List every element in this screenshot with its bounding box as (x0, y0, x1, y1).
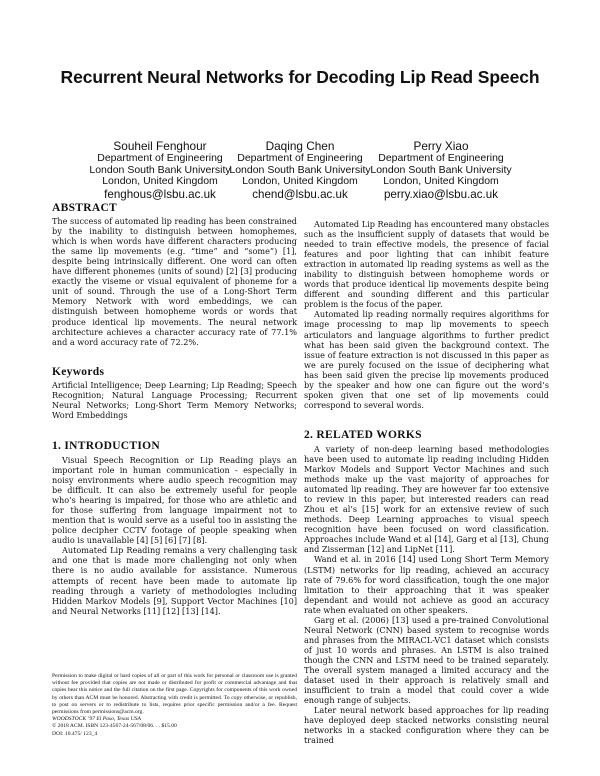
author-location: London, United Kingdom (383, 175, 499, 187)
abstract-heading: ABSTRACT (52, 202, 118, 214)
author-name: Souheil Fenghour (113, 139, 207, 153)
author-location: London, United Kingdom (102, 175, 218, 187)
author-location: London, United Kingdom (242, 175, 358, 187)
related-paragraph: Later neural network based approaches for lip reading have deployed deep stacked networks consisting neural networks in a stacked configuration where they can be trained (304, 705, 549, 746)
author-name: Daqing Chen (265, 139, 335, 153)
right-column (304, 219, 549, 745)
author-department: Department of Engineering (97, 152, 223, 164)
related-paragraph: Garg et al. (2006) [13] used a pre-trained Convolutional Neural Network (CNN) based system to recognise words and phrases from the MIRACL-VC1 dataset which consists of just 10 words and phrases. An LSTM is also trained though the CNN and LSTM need to be trained separately. The overall system managed a limited accuracy and the dataset used in their approach is relatively small and insufficient to train a model that could cover a wide enough range of subjects. (304, 614, 549, 706)
related-paragraph: A variety of non-deep learning based methodologies have been used to automate lip reading including Hidden Markov Models and Support Vector Machines and such methods make up the vast majority of approaches for automated lip reading. They are however far too extensive to review in this paper, but interested readers can read Zhou et al’s [15] work for an extensive review of such methods. Deep Learning approaches to visual speech recognition have been focused on word classification. Approaches include Wand et al [14], Garg et al [13], Chung and Zisserman [12] and LipNet [11]. (304, 443, 549, 555)
author-name: Perry Xiao (413, 139, 469, 153)
left-column (52, 203, 297, 616)
author-email: chend@lsbu.ac.uk (252, 187, 348, 201)
doi-info: DOI: 10.475/ 123_4 (52, 730, 98, 737)
author-university: London South Bank University (229, 163, 371, 176)
abstract-text: The success of automated lip reading has been constrained by the inability to distinguish between homophemes, which is when words have different characters producing the same lip movements (e.g. “time” and “some”) [1], despite being intrinsically different. One word can often have different phonemes (units of sound) [2] [3] producing exactly the viseme or visual equivalent of phoneme for a unit of sound. Through the use of a Long-Short Term Memory Network with word embeddings, we can distinguish between homopheme words or words that produce identical lip movements. The neural network architecture achieves a character accuracy rate of 77.1% and a word accuracy rate of 72.2%. (52, 216, 297, 347)
permission-text: Permission to make digital or hard copies of all or part of this work for personal or classroom use is granted without fee provided that copies are not made or distributed for profit or commercial advantage and that copies bear this notice and the full citation on the first page. Copyrights for components of this work owned by others than ACM must be honored. Abstracting with credit is permitted. To copy otherwise, or republish, to post on servers or to redistribute to lists, requires prior specific permission and/or a fee. Request permissions from permissions@acm.org. (52, 673, 297, 716)
author-university: London South Bank University (89, 163, 231, 176)
author-block-3 (356, 139, 526, 201)
body-paragraph: Automated Lip Reading has encountered many obstacles such as the insufficient supply of datasets that would be needed to train effective models, the presence of facial features and poor lighting that can inhibit feature extraction in automated lip reading systems as well as the inability to distinguish between homopheme words or words that produce identical lip movements despite being different and sounding different and this particular problem is the focus of the paper. (304, 219, 549, 310)
keywords-heading: Keywords (52, 365, 105, 378)
paper-title: Recurrent Neural Networks for Decoding Lip Read Speech (60, 67, 540, 87)
conference-info: WOODSTOCK ’97 El Paso, Texas USA (52, 716, 141, 723)
permission-block (52, 673, 297, 738)
body-paragraph: Automated lip reading normally requires algorithms for image processing to map lip movements to speech articulators and language algorithms to further predict what has been said given the background context. The issue of feature extraction is not discussed in this paper as we are purely focused on the issue of deciphering what has been said given the precise lip movements produced by the speaker and how one can figure out the word’s spoken given that one set of lip movements could correspond to several words. (304, 309, 549, 410)
related-paragraph: Wand et al. in 2016 [14] used Long Short Term Memory (LSTM) networks for lip reading, achieved an accuracy rate of 79.6% for word classification, tough the one major limitation to their approaching that it was speaker dependant and would not achieve as good an accuracy rate when evaluated on other speakers. (304, 554, 549, 615)
author-department: Department of Engineering (378, 152, 504, 164)
author-university: London South Bank University (370, 163, 512, 176)
related-works-heading: 2. RELATED WORKS (304, 428, 422, 441)
author-email: perry.xiao@lsbu.ac.uk (383, 187, 498, 201)
introduction-paragraph: Visual Speech Recognition or Lip Reading plays an important role in human communication - especially in noisy environments where audio speech recognition may be difficult. It can also be extremely useful for people who’s hearing is impaired, for those who are athletic and for those suffering from language impairment not to mention that is would serve as a useful too in assisting the police decipher CCTV footage of people speaking when audio is unavailable [4] [5] [6] [7] [8]. (52, 454, 297, 546)
introduction-heading: 1. INTRODUCTION (52, 439, 161, 452)
introduction-paragraph: Automated Lip Reading remains a very challenging task and one that is made more challenging not only when there is no audio available for assistance. Numerous attempts of recent have been made to automate lip reading through a variety of methodologies including Hidden Markov Models [9], Support Vector Machines [10] and Neural Networks [11] [12] [13] [14]. (52, 545, 297, 616)
author-department: Department of Engineering (237, 152, 363, 164)
copyright-info: © 2018 ACM. ISBN 123-4567-24-567/08/06. . . $15.00 (52, 723, 177, 730)
author-email: fenghous@lsbu.ac.uk (104, 187, 216, 201)
keywords-text: Artificial Intelligence; Deep Learning; Lip Reading; Speech Recognition; Natural Language Processing; Recurrent Neural Networks; Long-Short Term Memory Networks; Word Embeddings (52, 379, 297, 420)
